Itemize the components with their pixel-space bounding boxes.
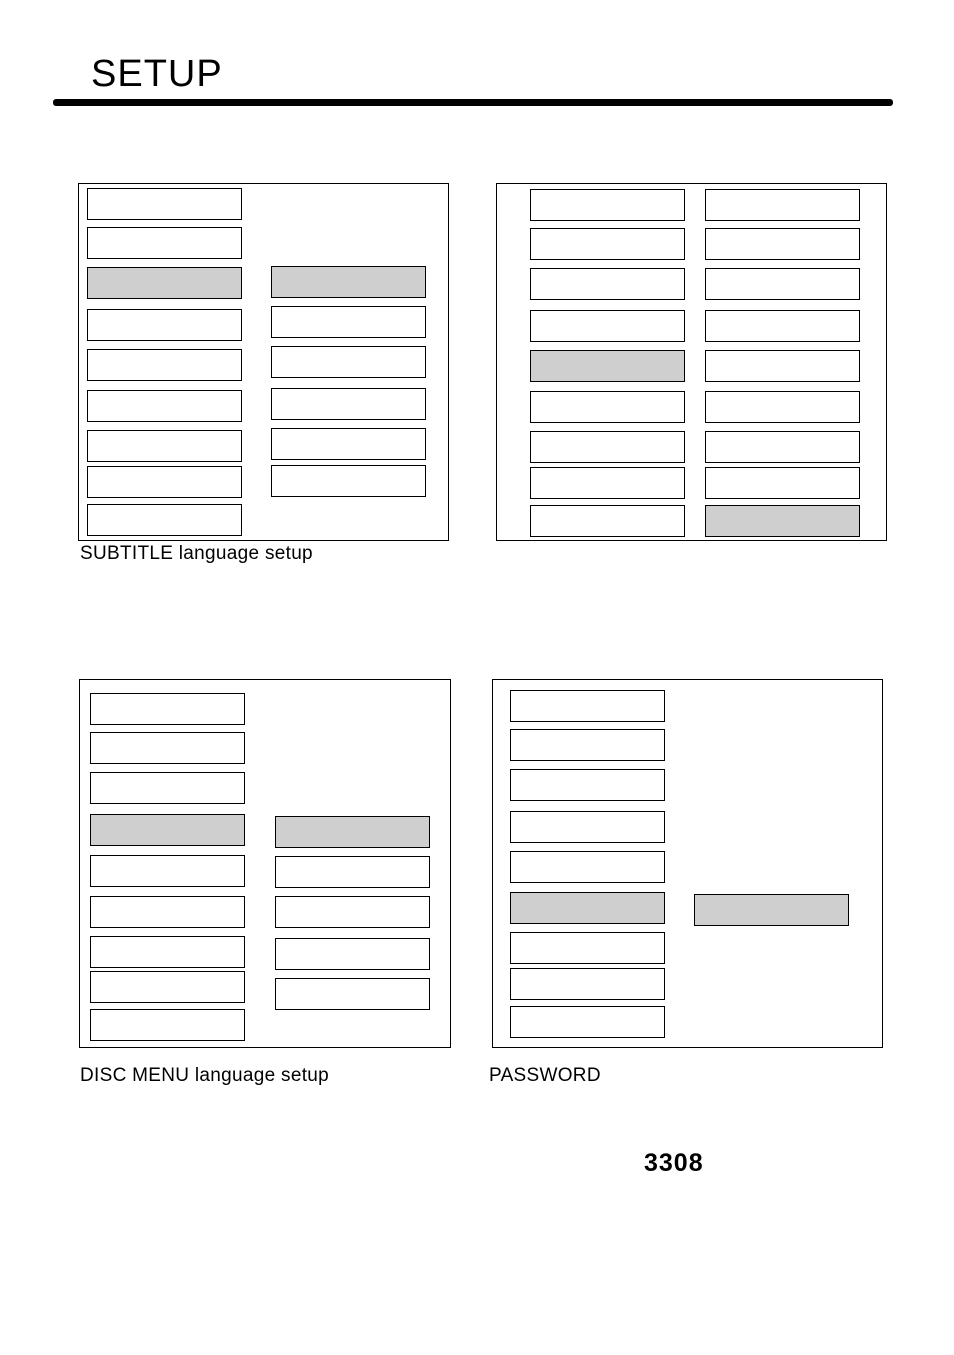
password-panel [492,679,883,1048]
menu-item-selected[interactable] [510,892,665,924]
menu-item[interactable] [510,968,665,1000]
submenu-item[interactable] [275,938,430,970]
language-option[interactable] [705,431,860,463]
menu-item-selected[interactable] [87,267,242,299]
menu-item[interactable] [87,504,242,536]
page-number: 3308 [644,1149,704,1177]
submenu-item-selected[interactable] [275,816,430,848]
menu-item[interactable] [87,309,242,341]
menu-item[interactable] [87,349,242,381]
submenu-item-selected[interactable] [271,266,426,298]
submenu-item[interactable] [275,856,430,888]
menu-item[interactable] [510,690,665,722]
disc-menu-caption: DISC MENU language setup [80,1065,330,1086]
language-option[interactable] [705,467,860,499]
menu-item[interactable] [90,732,245,764]
submenu-item[interactable] [271,346,426,378]
menu-item[interactable] [90,936,245,968]
menu-item-selected[interactable] [90,814,245,846]
menu-item[interactable] [90,1009,245,1041]
language-option[interactable] [705,189,860,221]
menu-item[interactable] [530,391,685,423]
menu-item[interactable] [90,971,245,1003]
language-option-selected[interactable] [705,505,860,537]
menu-item[interactable] [510,769,665,801]
title-underline [53,99,893,106]
menu-item[interactable] [510,729,665,761]
menu-item[interactable] [530,310,685,342]
submenu-item[interactable] [271,306,426,338]
menu-item[interactable] [87,188,242,220]
menu-item[interactable] [510,932,665,964]
submenu-item[interactable] [271,388,426,420]
menu-item[interactable] [90,896,245,928]
menu-item[interactable] [510,851,665,883]
submenu-item[interactable] [275,978,430,1010]
language-option[interactable] [705,391,860,423]
disc-menu-panel [79,679,451,1048]
menu-item[interactable] [530,268,685,300]
password-entry-field[interactable] [694,894,849,926]
submenu-item[interactable] [275,896,430,928]
menu-item[interactable] [530,228,685,260]
language-option[interactable] [705,228,860,260]
subtitle-caption: SUBTITLE language setup [80,543,313,564]
password-caption: PASSWORD [489,1065,601,1086]
menu-item[interactable] [530,431,685,463]
language-option[interactable] [705,268,860,300]
menu-item[interactable] [90,855,245,887]
menu-item[interactable] [87,466,242,498]
menu-item[interactable] [530,467,685,499]
menu-item[interactable] [510,1006,665,1038]
menu-item[interactable] [90,693,245,725]
menu-item-selected[interactable] [530,350,685,382]
menu-item[interactable] [530,189,685,221]
menu-item[interactable] [90,772,245,804]
subtitle-menu-panel [78,183,449,541]
menu-item[interactable] [87,390,242,422]
menu-item[interactable] [530,505,685,537]
page-title: SETUP [91,53,223,95]
language-option[interactable] [705,350,860,382]
language-option[interactable] [705,310,860,342]
submenu-item[interactable] [271,465,426,497]
submenu-item[interactable] [271,428,426,460]
menu-item[interactable] [87,430,242,462]
language-list-panel [496,183,887,541]
menu-item[interactable] [87,227,242,259]
menu-item[interactable] [510,811,665,843]
